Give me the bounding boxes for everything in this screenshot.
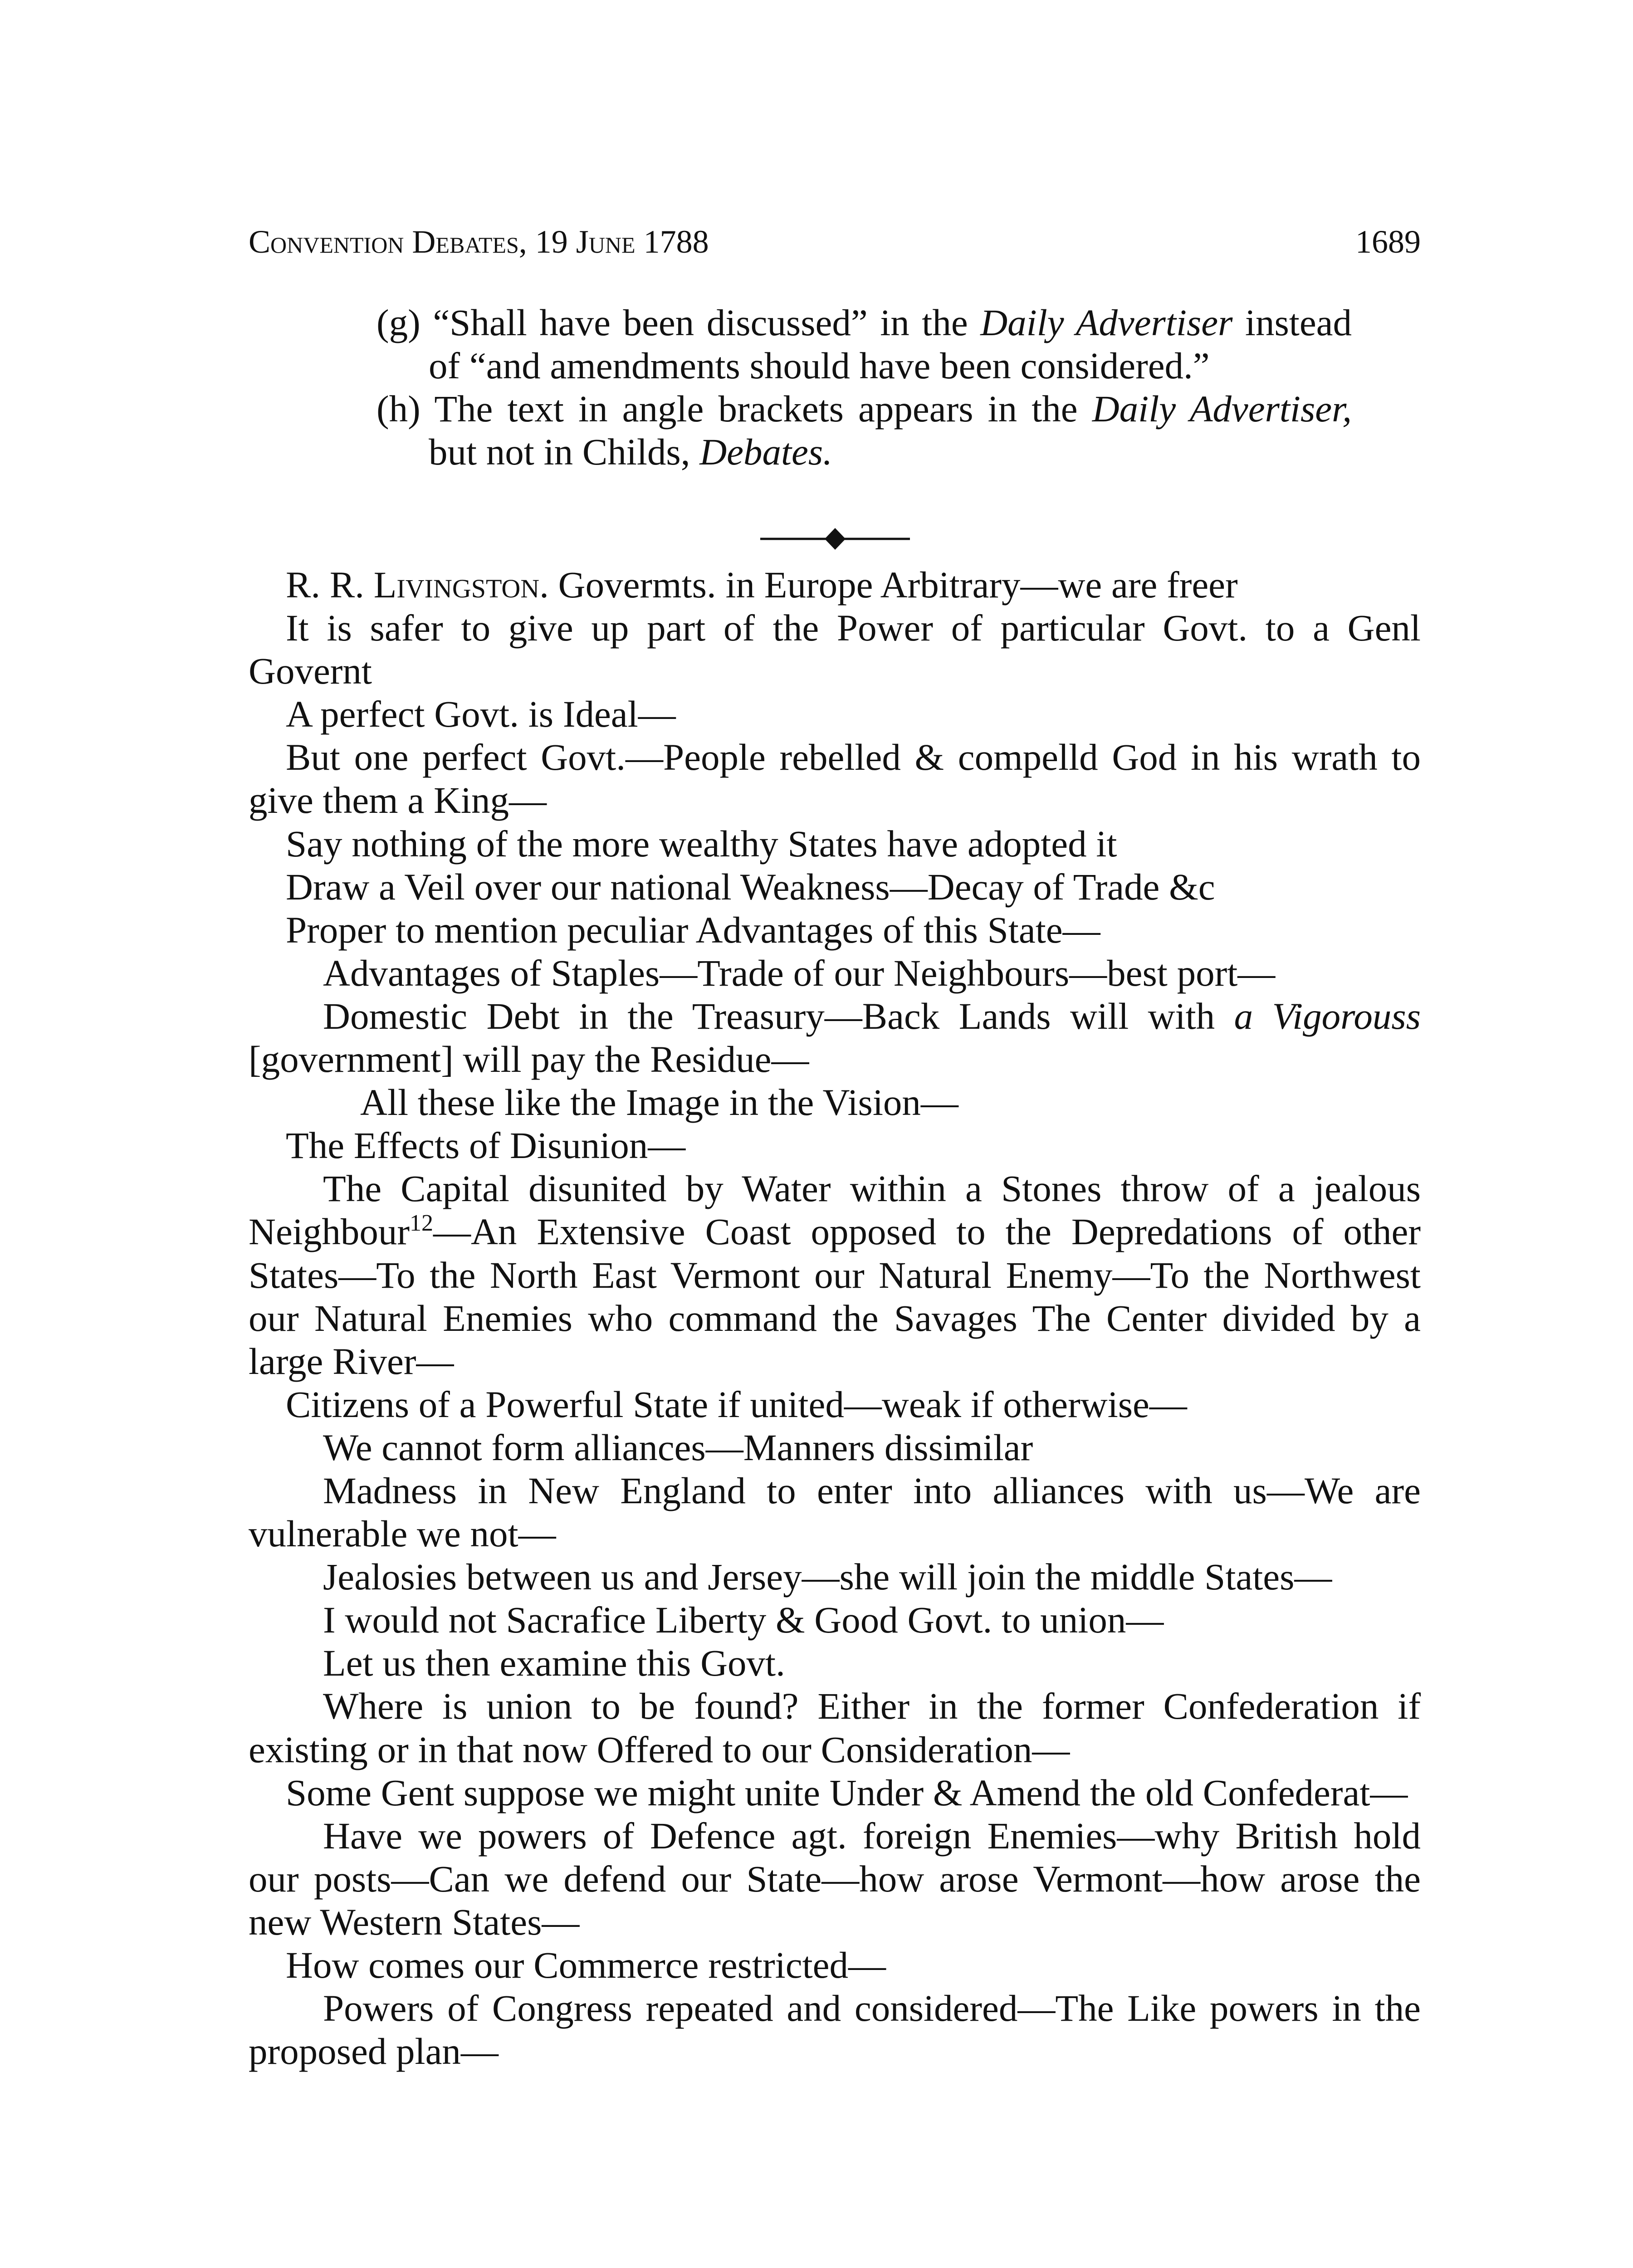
text-line: How comes our Commerce restricted—: [286, 1944, 886, 1986]
text-line: We cannot form alliances—Manners dissimilar: [323, 1426, 1033, 1468]
text-line: Some Gent suppose we might unite Under & Amend the old Confederat—: [286, 1771, 1408, 1813]
text-line: Proper to mention peculiar Advantages of this State—: [286, 909, 1100, 951]
text-line: Where is union to be found? Either in the former Confederation if existing or in that now Offered to our Consideration—: [249, 1685, 1421, 1770]
text-line: Let us then examine this Govt.: [323, 1642, 785, 1684]
text-line: All these like the Image in the Vision—: [360, 1081, 958, 1124]
page-number: 1689: [1355, 224, 1421, 260]
text-line: Citizens of a Powerful State if united—weak if otherwise—: [286, 1383, 1187, 1425]
section-divider-ornament: [760, 525, 910, 552]
text-line: The Effects of Disunion—: [286, 1124, 686, 1167]
running-head: [249, 217, 1421, 267]
text-line: Powers of Congress repeated and considered—The Like powers in the proposed plan—: [249, 1987, 1421, 2072]
note-label: (h): [376, 388, 420, 430]
text-line: Have we powers of Defence agt. foreign Enemies—why British hold our posts—Can we defend our State—how arose Vermont—how arose the new Western States—: [249, 1814, 1421, 1943]
note-g: (g) “Shall have been discussed” in the Daily Advertiser instead of “and amendments should have been considered.”: [376, 302, 1352, 386]
debate-notes: [249, 563, 1421, 2073]
running-title: Convention Debates, 19 June 1788: [249, 224, 709, 260]
text-line: Domestic Debt in the Treasury—Back Lands will with a Vigorouss [government] will pay the Residue—: [249, 995, 1421, 1080]
text-line: It is safer to give up part of the Power of particular Govt. to a Genl Governt: [249, 607, 1421, 692]
note-h: (h) The text in angle brackets appears in the Daily Advertiser, but not in Childs, Debates.: [376, 388, 1352, 473]
text-line: Jealosies between us and Jersey—she will join the middle States—: [323, 1556, 1332, 1598]
text-line: I would not Sacrafice Liberty & Good Govt. to union—: [323, 1599, 1164, 1641]
speaker-line: R. R. Livingston. Govermts. in Europe Arbitrary—we are freer: [286, 564, 1238, 606]
text-line: A perfect Govt. is Ideal—: [286, 693, 676, 735]
text-line: Draw a Veil over our national Weakness—Decay of Trade &c: [286, 865, 1215, 908]
textual-notes: [376, 301, 1352, 474]
speaker-name: Livingston: [373, 564, 540, 606]
text-line: Madness in New England to enter into alliances with us—We are vulnerable we not—: [249, 1469, 1421, 1555]
text-line: Say nothing of the more wealthy States have adopted it: [286, 822, 1117, 865]
footnote-ref: 12: [409, 1210, 433, 1237]
text-line: Advantages of Staples—Trade of our Neighbours—best port—: [323, 952, 1276, 994]
note-label: (g): [376, 302, 420, 343]
text-line: The Capital disunited by Water within a Stones throw of a jealous Neighbour$^{12}$—An Extensive Coast opposed to the Depredations of other States—To the North East Vermont our Natural Enemy—To the Northwest our Natural Enemies who command the Savages The Center divided by a large River—: [249, 1168, 1421, 1382]
text-line: But one perfect Govt.—People rebelled & compelld God in his wrath to give them a King—: [249, 736, 1421, 821]
